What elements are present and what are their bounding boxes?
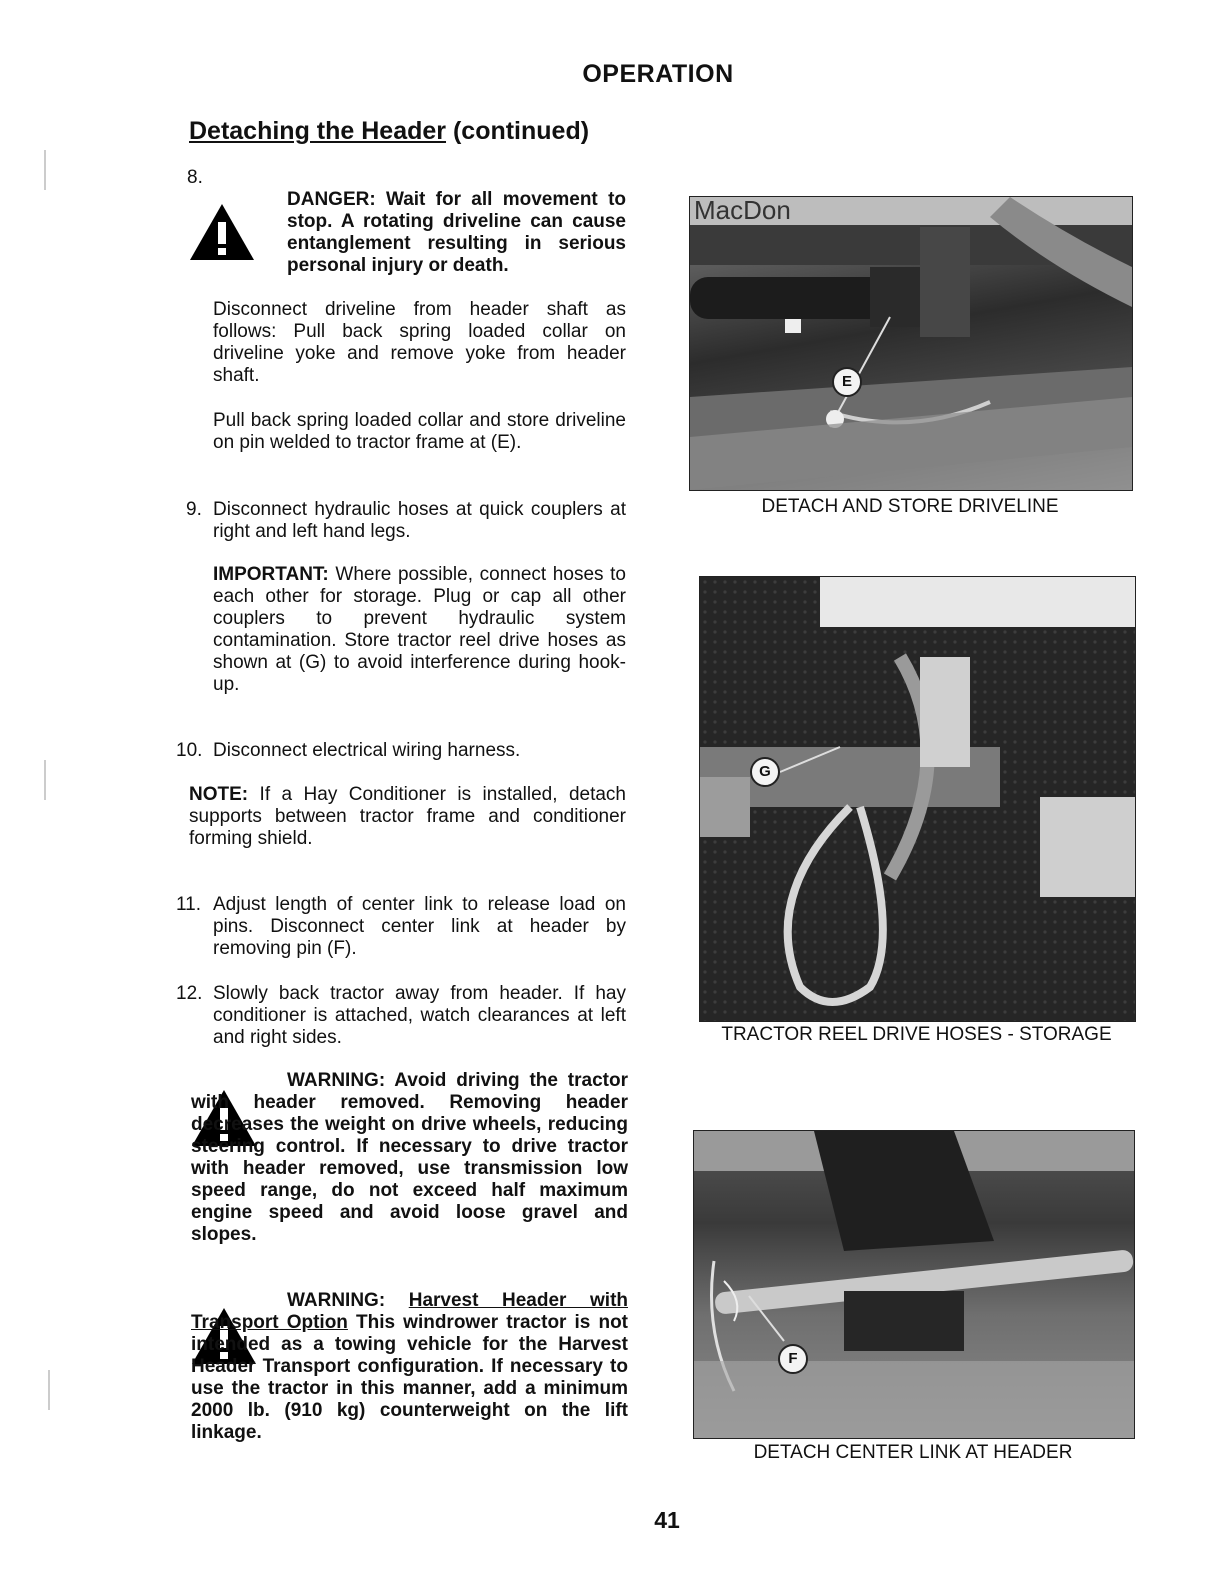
step-9-number: 9.: [186, 499, 202, 520]
important-label: IMPORTANT:: [213, 564, 329, 585]
scan-mark: [48, 1370, 50, 1410]
driveline-illustration: [690, 197, 1132, 490]
note-label: NOTE:: [189, 784, 249, 805]
step-12-text: Slowly back tractor away from header. If hay conditioner is attached, watch clearances at left and right sides.: [213, 983, 626, 1048]
warning-2-title: Harvest Header with Transport Option: [191, 1290, 628, 1333]
note-block: [189, 784, 626, 850]
page-heading: [189, 117, 589, 146]
callout-e: E: [832, 367, 862, 397]
figure-2-caption: TRACTOR REEL DRIVE HOSES - STORAGE: [721, 1024, 1112, 1045]
step-11-text: Adjust length of center link to release load on pins. Disconnect center link at header by removing pin (F).: [213, 894, 626, 959]
figure-1-caption: DETACH AND STORE DRIVELINE: [761, 496, 1059, 517]
step-10-number: 10.: [176, 740, 203, 761]
figure-3-photo: [693, 1130, 1135, 1439]
important-block: [213, 564, 626, 696]
step-8-number: 8.: [187, 167, 203, 188]
important-text: Where possible, connect hoses to each other for storage. Plug or cap all other couplers to prevent hydraulic system contamination. Store tractor reel drive hoses as shown at (G) to avoid interference during hook-up.: [213, 564, 626, 695]
step-12-number: 12.: [176, 983, 203, 1004]
step-9-text: Disconnect hydraulic hoses at quick couplers at right and left hand legs.: [213, 499, 626, 542]
figure-2-photo: [699, 576, 1136, 1022]
section-title: OPERATION: [582, 60, 734, 88]
scan-mark: [44, 150, 46, 190]
step-10-text: Disconnect electrical wiring harness.: [213, 740, 521, 761]
warning-2-label: WARNING:: [287, 1290, 409, 1311]
figure-1-overlay-text: MacDon: [694, 197, 791, 225]
warning-2-text: This windrower tractor is not intended as a towing vehicle for the Harvest Header Transport configuration. If necessary to use the tractor in this manner, add a minimum 2000 lb. (910 kg) counterweight on the lift linkage.: [191, 1312, 629, 1443]
center-link-illustration: [694, 1131, 1134, 1438]
scan-mark: [44, 760, 46, 800]
note-text: If a Hay Conditioner is installed, detach supports between tractor frame and conditioner forming shield.: [189, 784, 626, 849]
callout-f: F: [778, 1344, 808, 1374]
page-number: 41: [654, 1507, 680, 1533]
step-8-paragraph-1: Disconnect driveline from header shaft as follows: Pull back spring loaded collar on driveline yoke and remove yoke from header shaft.: [213, 299, 626, 386]
warning-2-block: [191, 1290, 628, 1444]
danger-text: DANGER: Wait for all movement to stop. A rotating driveline can cause entanglement resulting in serious personal injury or death.: [287, 189, 626, 276]
callout-g: G: [750, 757, 780, 787]
warning-1-text: WARNING: Avoid driving the tractor with header removed. Removing header decreases the weight on drive wheels, reducing steering control. If necessary to drive tractor with header removed, use transmission low speed range, do not exceed half maximum engine speed and avoid loose gravel and slopes.: [191, 1070, 628, 1245]
heading-suffix: (continued): [446, 117, 590, 145]
reel-hoses-illustration: [700, 577, 1135, 1021]
step-11-number: 11.: [176, 894, 202, 915]
figure-3-caption: DETACH CENTER LINK AT HEADER: [753, 1442, 1073, 1463]
figure-1-photo: [689, 196, 1133, 491]
step-8-paragraph-2: Pull back spring loaded collar and store driveline on pin welded to tractor frame at (E).: [213, 410, 626, 453]
warning-triangle-icon: [188, 202, 256, 262]
heading-main: Detaching the Header: [189, 117, 447, 145]
